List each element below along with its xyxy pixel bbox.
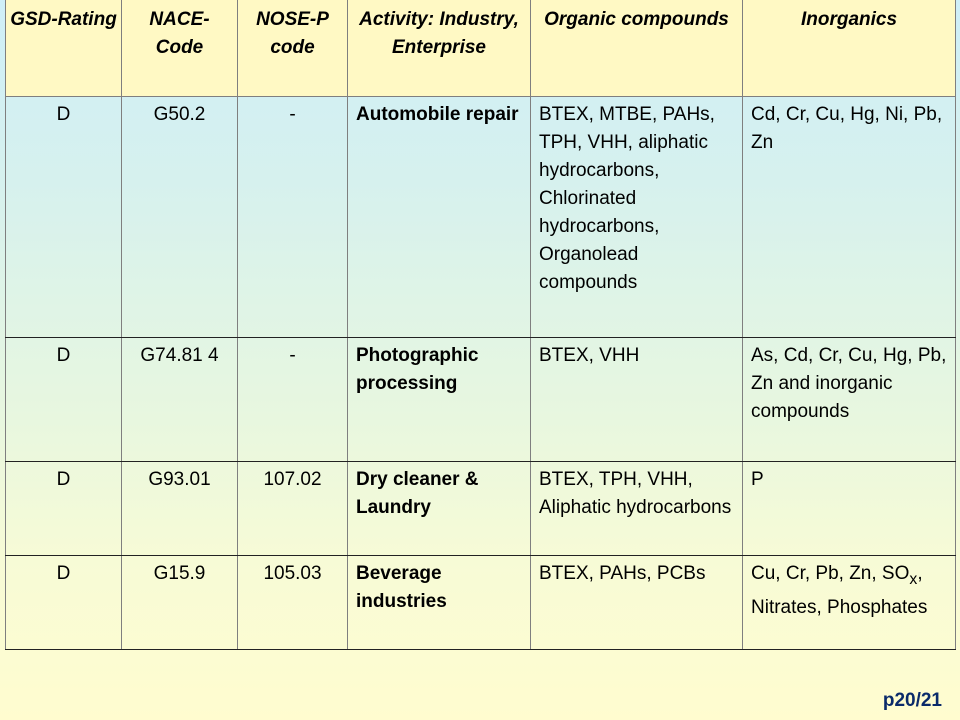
data-table — [5, 0, 956, 650]
header-nosep-code: NOSE-P code — [238, 0, 348, 97]
cell-activity: Photographic processing — [348, 338, 531, 462]
header-row — [6, 0, 956, 97]
cell-organic: BTEX, PAHs, PCBs — [531, 556, 743, 650]
header-inorganics: Inorganics — [743, 0, 956, 97]
table-row — [6, 338, 956, 462]
cell-inorganic — [743, 556, 956, 650]
table-row — [6, 97, 956, 338]
header-nace-code: NACE-Code — [122, 0, 238, 97]
cell-organic: BTEX, MTBE, PAHs, TPH, VHH, aliphatic hydrocarbons, Chlorinated hydrocarbons, Organolead compounds — [531, 97, 743, 338]
cell-nosep: 105.03 — [238, 556, 348, 650]
inorganic-text-pre: Cu, Cr, Pb, Zn, SO — [751, 563, 910, 584]
cell-nace: G15.9 — [122, 556, 238, 650]
header-gsd-rating: GSD-Rating — [6, 0, 122, 97]
header-organic-compounds: Organic compounds — [531, 0, 743, 97]
cell-gsd: D — [6, 462, 122, 556]
cell-nosep: 107.02 — [238, 462, 348, 556]
page-number: p20/21 — [882, 690, 942, 711]
cell-gsd: D — [6, 556, 122, 650]
cell-nace: G74.81 4 — [122, 338, 238, 462]
cell-inorganic: P — [743, 462, 956, 556]
cell-nosep: - — [238, 338, 348, 462]
cell-gsd: D — [6, 338, 122, 462]
table-row — [6, 462, 956, 556]
cell-activity: Dry cleaner & Laundry — [348, 462, 531, 556]
cell-nace: G50.2 — [122, 97, 238, 338]
cell-inorganic: As, Cd, Cr, Cu, Hg, Pb, Zn and inorganic compounds — [743, 338, 956, 462]
cell-nace: G93.01 — [122, 462, 238, 556]
cell-gsd: D — [6, 97, 122, 338]
cell-organic: BTEX, TPH, VHH, Aliphatic hydrocarbons — [531, 462, 743, 556]
inorganic-text-post: , Nitrates, Phosphates — [751, 563, 928, 618]
table-row — [6, 556, 956, 650]
inorganic-subscript: x — [909, 570, 918, 588]
cell-activity: Automobile repair — [348, 97, 531, 338]
cell-activity: Beverage industries — [348, 556, 531, 650]
header-activity: Activity: Industry, Enterprise — [348, 0, 531, 97]
cell-nosep: - — [238, 97, 348, 338]
cell-organic: BTEX, VHH — [531, 338, 743, 462]
cell-inorganic: Cd, Cr, Cu, Hg, Ni, Pb, Zn — [743, 97, 956, 338]
